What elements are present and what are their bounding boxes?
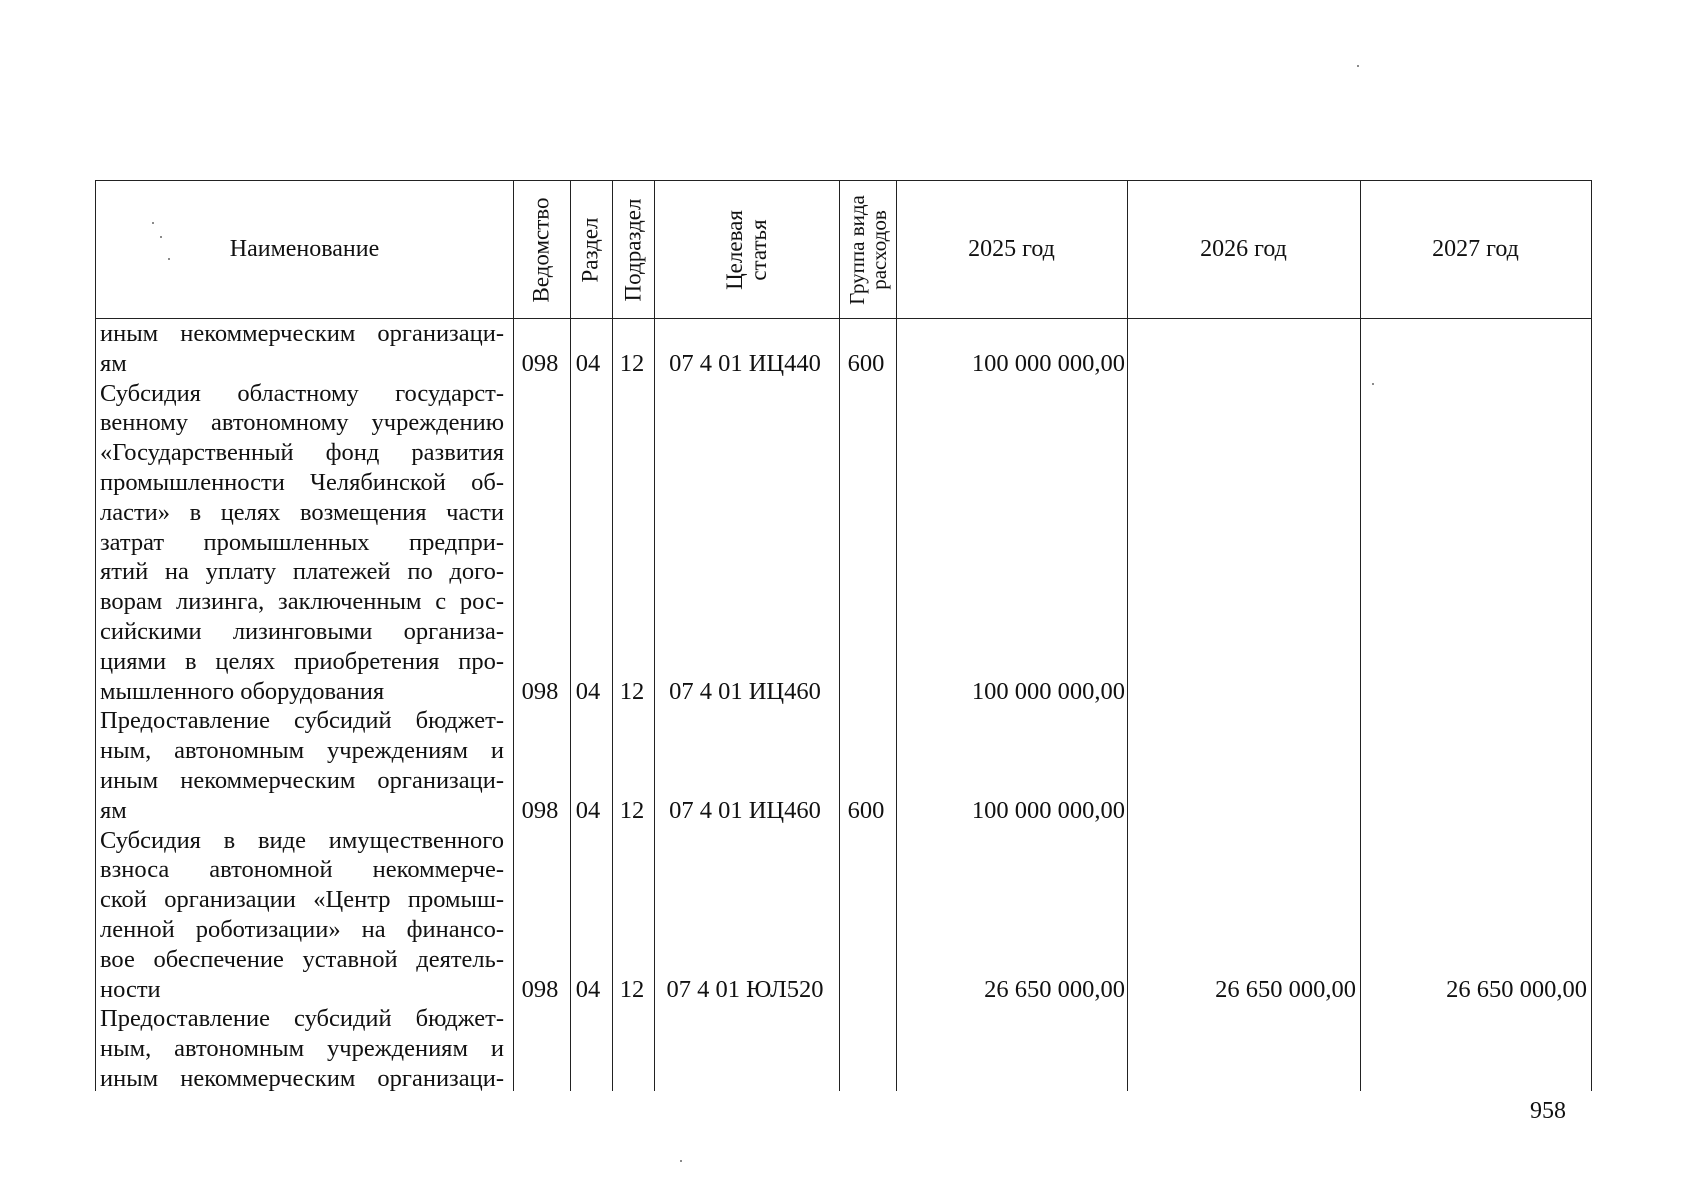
header-2027-label: 2027 год [1432,236,1519,262]
header-name-label: Наименование [229,236,380,262]
name-line: иным некоммерческим организаци- [100,1064,504,1092]
name-line: ятий на уплату платежей по дого- [100,558,504,586]
cell-podrazdel: 12 [619,976,645,1003]
cell-razdel: 04 [575,976,601,1003]
cell-celevaya: 07 4 01 ИЦ460 [669,797,821,824]
name-line: вое обеспечение уставной деятель- [100,945,504,973]
name-line: ской организации «Центр промыш- [100,886,504,914]
name-line: ным, автономным учреждениям и [100,1035,504,1063]
name-line: Субсидия в виде имущественного [100,826,504,854]
header-podrazdel-label: Подраздел [620,198,646,301]
header-celevaya-line1: Целевая [721,209,747,290]
name-line: циями в целях приобретения про- [100,647,504,675]
name-line: взноса автономной некоммерче- [100,856,504,884]
cell-celevaya: 07 4 01 ИЦ460 [669,678,821,705]
header-celevaya-label [722,210,770,290]
cell-celevaya: 07 4 01 ЮЛ520 [666,976,824,1003]
scan-speck [160,236,162,238]
name-line: иным некоммерческим организаци- [100,320,504,347]
cell-2025: 100 000 000,00 [971,797,1125,824]
cell-razdel: 04 [575,797,601,824]
name-line: ласти» в целях возмещения части [100,498,504,526]
header-gruppa-label [846,195,890,305]
name-line: ворам лизинга, заключенным с рос- [100,588,504,616]
cell-gruppa: 600 [847,350,885,377]
header-gruppa-line2: расходов [866,209,891,290]
scan-speck [680,1160,682,1162]
name-line: мышленного оборудования [100,677,385,705]
page-number: 958 [1530,1098,1566,1124]
name-line: иным некоммерческим организаци- [100,766,504,794]
cell-razdel: 04 [575,350,601,377]
scan-speck [168,258,170,260]
name-line: ям [100,796,127,824]
scan-speck [1357,65,1359,67]
name-line: ности [100,975,161,1003]
cell-celevaya: 07 4 01 ИЦ440 [669,350,821,377]
header-razdel-label: Раздел [578,216,603,283]
scan-speck [1372,383,1374,385]
cell-podrazdel: 12 [619,678,645,705]
cell-vedomstvo: 098 [521,797,559,824]
name-line: сийскими лизинговыми организа- [100,617,504,645]
header-celevaya [654,181,839,318]
header-2027 [1360,181,1591,318]
name-line: Предоставление субсидий бюджет- [100,1005,504,1033]
name-line: ным, автономным учреждениям и [100,737,504,765]
header-podrazdel [612,181,654,318]
name-line: ленной роботизации» на финансо- [100,915,504,943]
name-line: промышленности Челябинской об- [100,468,504,496]
cell-podrazdel: 12 [619,350,645,377]
name-line: затрат промышленных предпри- [100,528,504,556]
header-celevaya-line2: статья [745,218,771,281]
cell-2027: 26 650 000,00 [1446,976,1587,1003]
header-vedomstvo [513,181,570,318]
header-razdel [570,181,612,318]
name-line: «Государственный фонд развития [100,439,504,467]
name-line: Субсидия областному государст- [100,379,504,407]
name-line: Предоставление субсидий бюджет- [100,707,504,735]
cell-gruppa: 600 [847,797,885,824]
name-line: ям [100,349,127,377]
name-line: венному автономному учреждению [100,409,504,437]
header-2025-label: 2025 год [968,236,1055,262]
cell-vedomstvo: 098 [521,678,559,705]
header-2026 [1127,181,1360,318]
header-gruppa-line1: Группа вида [844,194,869,305]
cell-2025: 26 650 000,00 [984,976,1125,1003]
cell-razdel: 04 [575,678,601,705]
cell-2026: 26 650 000,00 [1215,976,1356,1003]
cell-vedomstvo: 098 [521,350,559,377]
scan-speck [152,222,154,224]
header-gruppa [839,181,896,318]
cell-2025: 100 000 000,00 [971,350,1125,377]
header-2026-label: 2026 год [1200,236,1287,262]
header-name [96,181,513,318]
header-2025 [896,181,1127,318]
name-column [100,319,504,1094]
cell-podrazdel: 12 [619,797,645,824]
cell-2025: 100 000 000,00 [971,678,1125,705]
header-vedomstvo-label: Ведомство [528,196,554,303]
cell-vedomstvo: 098 [521,976,559,1003]
